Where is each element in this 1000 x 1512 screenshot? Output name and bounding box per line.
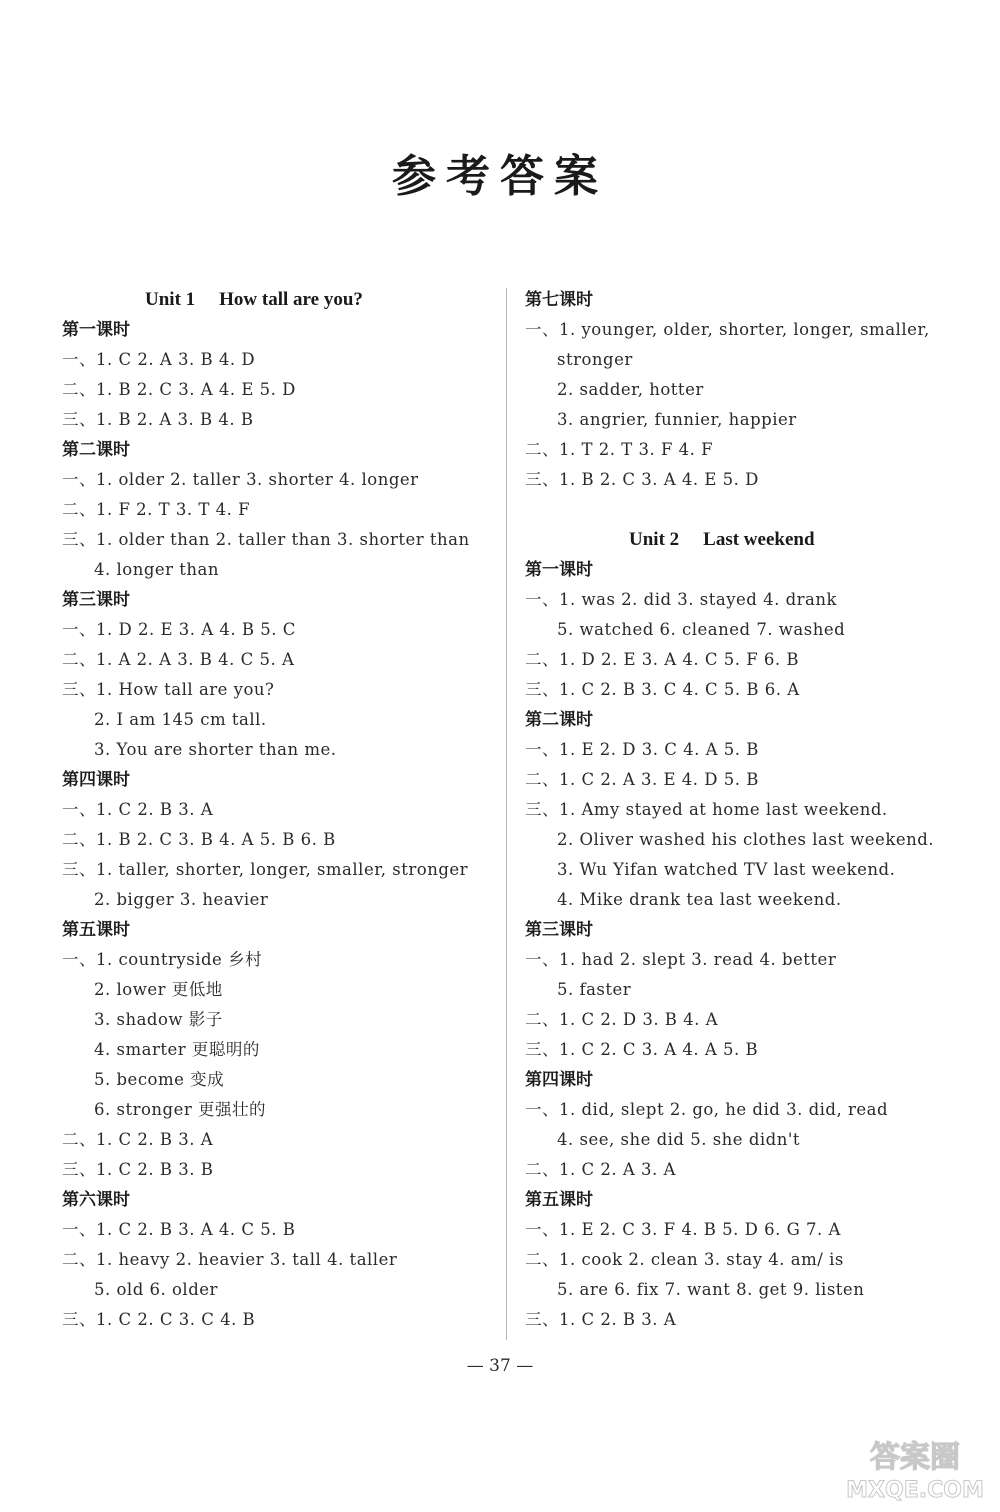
answer-line: 5. watched 6. cleaned 7. washed — [557, 620, 846, 639]
answer-line: 4. longer than — [94, 560, 220, 579]
answer-line: 2. I am 145 cm tall. — [94, 710, 267, 729]
answer-line: 6. stronger 更强壮的 — [94, 1100, 266, 1119]
answer-line: 三、1. B 2. C 3. A 4. E 5. D — [525, 470, 759, 489]
answer-line: 一、1. was 2. did 3. stayed 4. drank — [525, 590, 838, 609]
answer-line: 三、1. older than 2. taller than 3. shorter than — [62, 530, 470, 549]
unit-title: How tall are you? — [219, 289, 363, 310]
answer-line: 3. shadow 影子 — [94, 1010, 223, 1029]
answer-line: 三、1. Amy stayed at home last weekend. — [525, 800, 888, 819]
answer-line: 三、1. C 2. C 3. C 4. B — [62, 1310, 256, 1329]
answer-line: 5. old 6. older — [94, 1280, 218, 1299]
answer-line: 2. bigger 3. heavier — [94, 890, 269, 909]
answer-line: 3. angrier, funnier, happier — [557, 410, 797, 429]
answer-line: 2. sadder, hotter — [557, 380, 704, 399]
answer-line: 2. lower 更低地 — [94, 980, 223, 999]
answer-line: 5. faster — [557, 980, 632, 999]
answer-line: 4. see, she did 5. she didn't — [557, 1130, 801, 1149]
svg-text:MXQE.COM: MXQE.COM — [846, 1478, 984, 1503]
answer-line: 二、1. heavy 2. heavier 3. tall 4. taller — [62, 1250, 398, 1269]
column-divider — [506, 288, 507, 1340]
answer-line: 二、1. F 2. T 3. T 4. F — [62, 500, 251, 519]
unit-heading — [62, 285, 492, 315]
lesson-heading: 第七课时 — [525, 290, 593, 310]
unit-number: Unit 2 — [629, 529, 680, 550]
answer-line: 二、1. B 2. C 3. A 4. E 5. D — [62, 380, 296, 399]
page-title: 参考答案 — [392, 151, 608, 202]
unit-number: Unit 1 — [145, 289, 196, 310]
answer-line: 二、1. D 2. E 3. A 4. C 5. F 6. B — [525, 650, 800, 669]
unit-title: Last weekend — [703, 529, 815, 550]
lesson-heading: 第一课时 — [525, 560, 593, 580]
spacer — [525, 495, 955, 525]
answer-line: 4. smarter 更聪明的 — [94, 1040, 260, 1059]
answer-line: 二、1. B 2. C 3. B 4. A 5. B 6. B — [62, 830, 336, 849]
answer-line: 一、1. did, slept 2. go, he did 3. did, read — [525, 1100, 889, 1119]
lesson-heading: 第一课时 — [62, 320, 130, 340]
lesson-heading: 第三课时 — [525, 920, 593, 940]
answer-line: 三、1. C 2. C 3. A 4. A 5. B — [525, 1040, 759, 1059]
answer-line: 二、1. C 2. D 3. B 4. A — [525, 1010, 719, 1029]
answer-line: 二、1. C 2. A 3. A — [525, 1160, 676, 1179]
lesson-heading: 第五课时 — [62, 920, 130, 940]
answer-line: 一、1. D 2. E 3. A 4. B 5. C — [62, 620, 296, 639]
answer-line: 三、1. C 2. B 3. A — [525, 1310, 677, 1329]
answer-line: 三、1. C 2. B 3. B — [62, 1160, 214, 1179]
answer-line: 三、1. How tall are you? — [62, 680, 275, 699]
answer-line: 一、1. younger, older, shorter, longer, smaller, — [525, 320, 930, 339]
svg-text:答案圈: 答案圈 — [870, 1440, 960, 1475]
lesson-heading: 第五课时 — [525, 1190, 593, 1210]
lesson-heading: 第四课时 — [525, 1070, 593, 1090]
answer-line: 一、1. C 2. B 3. A — [62, 800, 214, 819]
answer-line: 一、1. countryside 乡村 — [62, 950, 263, 969]
answer-line: 一、1. E 2. C 3. F 4. B 5. D 6. G 7. A — [525, 1220, 841, 1239]
unit-heading — [525, 525, 955, 555]
answer-line: 三、1. taller, shorter, longer, smaller, stronger — [62, 860, 469, 879]
lesson-heading: 第三课时 — [62, 590, 130, 610]
answer-line: 一、1. C 2. B 3. A 4. C 5. B — [62, 1220, 296, 1239]
answer-line: 三、1. B 2. A 3. B 4. B — [62, 410, 254, 429]
answer-line: 二、1. cook 2. clean 3. stay 4. am/ is — [525, 1250, 844, 1269]
answer-line: 二、1. T 2. T 3. F 4. F — [525, 440, 714, 459]
answer-line: 三、1. C 2. B 3. C 4. C 5. B 6. A — [525, 680, 800, 699]
answer-line: 5. are 6. fix 7. want 8. get 9. listen — [557, 1280, 865, 1299]
answer-line: 2. Oliver washed his clothes last weekend. — [557, 830, 935, 849]
lesson-heading: 第六课时 — [62, 1190, 130, 1210]
answer-line: 3. Wu Yifan watched TV last weekend. — [557, 860, 896, 879]
right-answer-column — [525, 285, 955, 1335]
answer-line: 二、1. C 2. A 3. E 4. D 5. B — [525, 770, 759, 789]
lesson-heading: 第二课时 — [525, 710, 593, 730]
answer-line: 一、1. had 2. slept 3. read 4. better — [525, 950, 837, 969]
answer-line: 一、1. older 2. taller 3. shorter 4. longer — [62, 470, 419, 489]
lesson-heading: 第二课时 — [62, 440, 130, 460]
answer-line: 5. become 变成 — [94, 1070, 225, 1089]
left-answer-column — [62, 285, 492, 1335]
answer-line: stronger — [557, 350, 633, 369]
answer-line: 二、1. A 2. A 3. B 4. C 5. A — [62, 650, 295, 669]
answer-line: 二、1. C 2. B 3. A — [62, 1130, 214, 1149]
answer-line: 4. Mike drank tea last weekend. — [557, 890, 842, 909]
answer-line: 3. You are shorter than me. — [94, 740, 337, 759]
watermark-logo — [840, 1429, 990, 1504]
answer-line: 一、1. E 2. D 3. C 4. A 5. B — [525, 740, 759, 759]
answer-line: 一、1. C 2. A 3. B 4. D — [62, 350, 256, 369]
lesson-heading: 第四课时 — [62, 770, 130, 790]
page-number: — 37 — — [466, 1356, 534, 1376]
